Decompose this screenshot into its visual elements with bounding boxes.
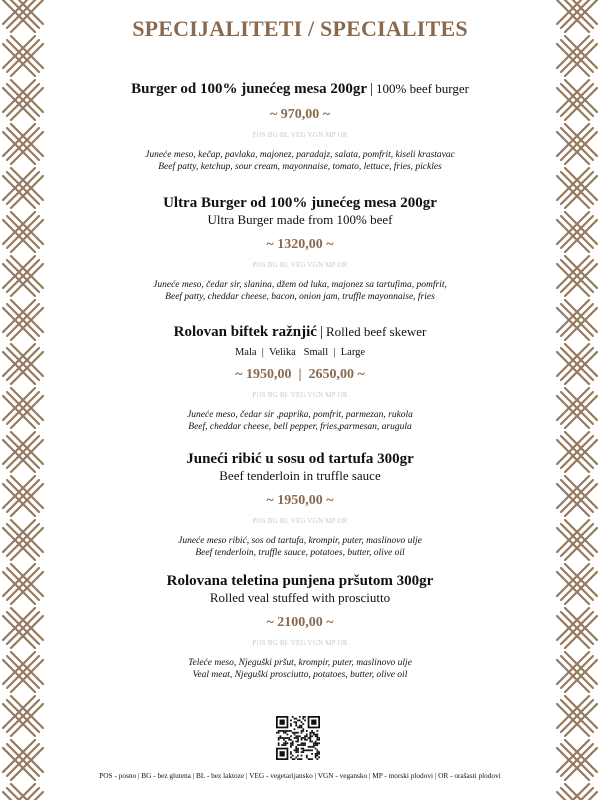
item-name-sr: Burger od 100% junećeg mesa 200gr [131, 81, 368, 97]
description-sr: Teleće meso, Njeguški pršut, krompir, puter, maslinovo ulje [188, 658, 412, 668]
item-description [46, 149, 554, 173]
item-name-en: Rolled beef skewer [325, 324, 427, 339]
item-description [46, 279, 554, 303]
item-name: Juneći ribić u sosu od tartufa 300gr [186, 451, 414, 467]
description-sr: Juneće meso ribić, sos od tartufa, krompir, puter, maslinovo ulje [178, 536, 422, 546]
item-price: ~ 1950,00 ~ [266, 493, 334, 508]
dietary-tags: POS BG BL VEG VGN MP OR [252, 261, 348, 269]
decorative-cross-border-right [554, 0, 600, 800]
description-en: Beef tenderloin, truffle sauce, potatoes, butter, olive oil [195, 548, 405, 558]
menu-item-rolled-veal [46, 572, 554, 681]
item-name: Ultra Burger od 100% junećeg mesa 200gr [163, 195, 437, 211]
item-name-en: 100% beef burger [376, 81, 469, 96]
dietary-tags: POS BG BL VEG VGN MP OR [252, 517, 348, 525]
description-sr: Juneće meso, kečap, pavlaka, majonez, paradajz, salata, pomfrit, kiseli krastavac [145, 150, 455, 160]
item-price: ~ 2100,00 ~ [266, 615, 334, 630]
description-sr: Juneće meso, čedar sir, slanina, džem od luka, majonez sa tartufima, pomfrit, [153, 280, 447, 290]
description-en: Beef patty, ketchup, sour cream, mayonnaise, tomato, lettuce, fries, pickles [158, 162, 442, 172]
menu-item-beef-skewer [46, 323, 554, 433]
item-name [46, 80, 554, 98]
item-price: ~ 1950,00 | 2650,00 ~ [235, 367, 365, 382]
menu-item-burger [46, 80, 554, 173]
decorative-cross-border-left [0, 0, 46, 800]
item-description [46, 657, 554, 681]
dietary-legend: POS - posno | BG - bez glutena | BL - bez laktoze | VEG - vegetarijansko | VGN - vegansko | MP - morski plodovi | OR - orašasti plodovi [99, 771, 501, 780]
dietary-tags: POS BG BL VEG VGN MP OR [252, 391, 348, 399]
item-name-sr: Rolovan biftek ražnjić [173, 324, 317, 340]
item-price: ~ 970,00 ~ [269, 107, 331, 122]
item-price: ~ 1320,00 ~ [266, 237, 334, 252]
description-en: Beef, cheddar cheese, bell pepper, fries,parmesan, arugula [188, 422, 412, 432]
name-separator: | [370, 81, 374, 97]
description-sr: Juneće meso, čedar sir ,paprika, pomfrit, parmezan, rukola [187, 410, 413, 420]
menu-item-beef-tenderloin [46, 450, 554, 559]
item-subtitle: Ultra Burger made from 100% beef [207, 212, 393, 227]
dietary-tags: POS BG BL VEG VGN MP OR [252, 131, 348, 139]
dietary-tags: POS BG BL VEG VGN MP OR [252, 639, 348, 647]
item-subtitle: Rolled veal stuffed with prosciutto [209, 590, 391, 605]
description-en: Beef patty, cheddar cheese, bacon, onion jam, truffle mayonnaise, fries [165, 292, 435, 302]
name-separator: | [319, 324, 323, 340]
qr-code[interactable] [276, 716, 320, 760]
item-name [46, 323, 554, 341]
item-subtitle: Beef tenderloin in truffle sauce [219, 468, 381, 483]
description-en: Veal meat, Njeguški prosciutto, potatoes, butter, olive oil [192, 670, 408, 680]
page-title: SPECIJALITETI / SPECIALITES [132, 16, 468, 41]
item-description [46, 409, 554, 433]
item-name: Rolovana teletina punjena pršutom 300gr [166, 573, 434, 589]
menu-page [46, 0, 554, 800]
menu-item-ultra-burger [46, 194, 554, 303]
item-sizes: Mala | Velika Small | Large [234, 347, 366, 358]
item-description [46, 535, 554, 559]
